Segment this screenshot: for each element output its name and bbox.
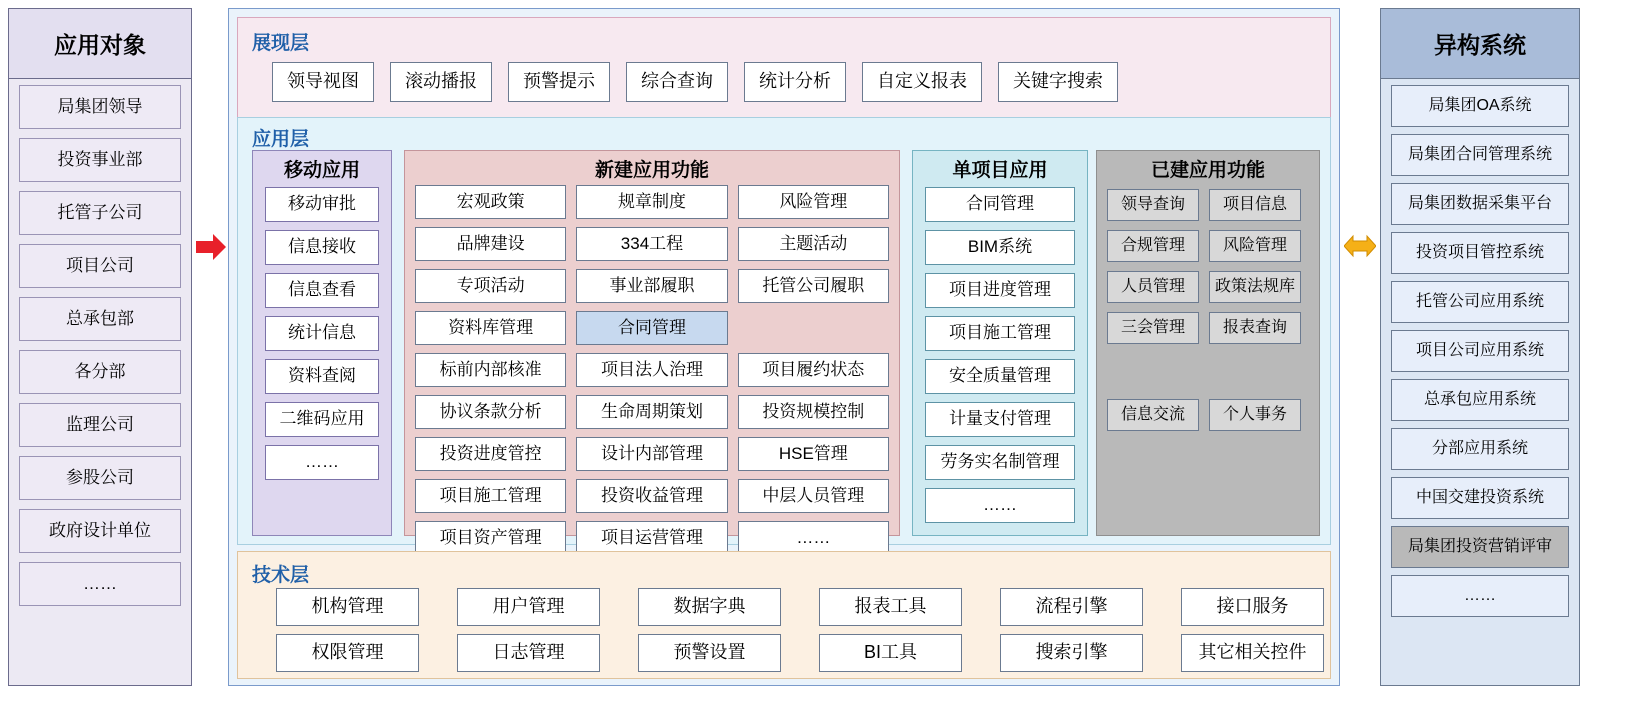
mobile-apps-list (253, 185, 391, 480)
built-functions-row (1107, 271, 1309, 303)
built-function-item[interactable]: 人员管理 (1107, 271, 1199, 303)
application-object-item[interactable]: 托管子公司 (19, 191, 181, 235)
new-functions-row (415, 479, 889, 513)
new-functions-row (415, 521, 889, 555)
new-functions-row (415, 227, 889, 261)
technology-item[interactable]: 数据字典 (638, 588, 781, 626)
new-functions-block (404, 150, 900, 547)
presentation-item[interactable]: 滚动播报 (390, 62, 492, 102)
technology-item[interactable]: BI工具 (819, 634, 962, 672)
application-layer-title: 应用层 (252, 129, 310, 150)
technology-layer (237, 551, 1331, 679)
built-function-item[interactable]: 信息交流 (1107, 399, 1199, 431)
single-project-list (913, 185, 1087, 523)
new-function-item[interactable]: 风险管理 (738, 185, 889, 219)
heterogeneous-system-item[interactable]: 中国交建投资系统 (1391, 477, 1569, 519)
built-function-item[interactable]: 风险管理 (1209, 230, 1301, 262)
technology-item[interactable]: 报表工具 (819, 588, 962, 626)
built-function-item[interactable]: 合规管理 (1107, 230, 1199, 262)
built-functions-row (1107, 399, 1309, 431)
heterogeneous-system-item[interactable]: 局集团OA系统 (1391, 85, 1569, 127)
new-function-item[interactable]: 项目施工管理 (415, 479, 566, 513)
single-project-item[interactable]: …… (925, 488, 1075, 523)
single-project-block (912, 150, 1088, 536)
new-function-item[interactable]: 生命周期策划 (576, 395, 727, 429)
new-functions-row (415, 185, 889, 219)
application-objects-panel (8, 8, 192, 686)
mobile-app-item[interactable]: 信息查看 (265, 273, 379, 308)
technology-item[interactable]: 权限管理 (276, 634, 419, 672)
application-object-item[interactable]: 政府设计单位 (19, 509, 181, 553)
new-functions-grid (405, 185, 899, 555)
new-function-item[interactable]: 专项活动 (415, 269, 566, 303)
technology-row (276, 634, 1324, 672)
application-object-item[interactable]: 总承包部 (19, 297, 181, 341)
application-objects-list (9, 79, 191, 606)
technology-item[interactable]: 流程引擎 (1000, 588, 1143, 626)
new-function-item[interactable]: 标前内部核准 (415, 353, 566, 387)
application-object-item[interactable]: 项目公司 (19, 244, 181, 288)
single-project-item[interactable]: BIM系统 (925, 230, 1075, 265)
new-function-item[interactable]: 项目运营管理 (576, 521, 727, 555)
single-project-item[interactable]: 劳务实名制管理 (925, 445, 1075, 480)
platform-panel (228, 8, 1340, 686)
mobile-apps-block (252, 150, 392, 536)
built-functions-row (1107, 189, 1309, 221)
built-function-item[interactable]: 政策法规库 (1209, 271, 1301, 303)
presentation-item[interactable]: 综合查询 (626, 62, 728, 102)
grid-spacer (738, 311, 889, 345)
heterogeneous-system-item[interactable]: 总承包应用系统 (1391, 379, 1569, 421)
single-project-item[interactable]: 计量支付管理 (925, 402, 1075, 437)
heterogeneous-system-item[interactable]: 投资项目管控系统 (1391, 232, 1569, 274)
new-function-item[interactable]: 事业部履职 (576, 269, 727, 303)
presentation-layer-title: 展现层 (252, 33, 310, 54)
right-arrow-icon (196, 232, 226, 262)
new-functions-row (415, 353, 889, 387)
application-objects-title: 应用对象 (9, 9, 191, 79)
built-function-item[interactable]: 三会管理 (1107, 312, 1199, 344)
application-object-item[interactable]: 局集团领导 (19, 85, 181, 129)
technology-layer-title: 技术层 (252, 565, 310, 586)
heterogeneous-system-item[interactable]: 局集团投资营销评审 (1391, 526, 1569, 568)
built-function-item[interactable]: 报表查询 (1209, 312, 1301, 344)
new-function-item[interactable]: 投资进度管控 (415, 437, 566, 471)
new-function-item[interactable]: 投资收益管理 (576, 479, 727, 513)
single-project-item[interactable]: 合同管理 (925, 187, 1075, 222)
application-object-item[interactable]: …… (19, 562, 181, 606)
mobile-app-item[interactable]: 二维码应用 (265, 402, 379, 437)
single-project-item[interactable]: 项目进度管理 (925, 273, 1075, 308)
new-functions-row (415, 269, 889, 303)
new-function-item[interactable]: 项目履约状态 (738, 353, 889, 387)
technology-item[interactable]: 日志管理 (457, 634, 600, 672)
built-functions-grid (1097, 185, 1319, 431)
new-function-item[interactable]: 中层人员管理 (738, 479, 889, 513)
new-function-item[interactable]: 宏观政策 (415, 185, 566, 219)
built-function-item[interactable]: 个人事务 (1209, 399, 1301, 431)
new-function-item[interactable]: 资料库管理 (415, 311, 566, 345)
presentation-item[interactable]: 预警提示 (508, 62, 610, 102)
new-functions-row (415, 311, 889, 345)
technology-item[interactable]: 用户管理 (457, 588, 600, 626)
single-project-item[interactable]: 项目施工管理 (925, 316, 1075, 351)
built-functions-row (1107, 230, 1309, 262)
new-function-item[interactable]: 项目法人治理 (576, 353, 727, 387)
mobile-app-item[interactable]: 统计信息 (265, 316, 379, 351)
heterogeneous-system-item[interactable]: 分部应用系统 (1391, 428, 1569, 470)
built-functions-block (1096, 150, 1320, 536)
presentation-item[interactable]: 统计分析 (744, 62, 846, 102)
single-project-title: 单项目应用 (952, 159, 1048, 181)
new-function-item[interactable]: 设计内部管理 (576, 437, 727, 471)
heterogeneous-systems-title: 异构系统 (1381, 9, 1579, 79)
double-arrow-icon (1344, 230, 1376, 262)
built-function-item[interactable]: 项目信息 (1209, 189, 1301, 221)
mobile-apps-title: 移动应用 (283, 159, 360, 181)
technology-item[interactable]: 接口服务 (1181, 588, 1324, 626)
heterogeneous-system-item[interactable]: 项目公司应用系统 (1391, 330, 1569, 372)
new-function-item[interactable]: 托管公司履职 (738, 269, 889, 303)
new-functions-title: 新建应用功能 (594, 159, 709, 181)
built-functions-row (1107, 312, 1309, 344)
mobile-app-item[interactable]: …… (265, 445, 379, 480)
technology-item[interactable]: 机构管理 (276, 588, 419, 626)
new-function-item[interactable]: 品牌建设 (415, 227, 566, 261)
new-function-item[interactable]: 规章制度 (576, 185, 727, 219)
presentation-item[interactable]: 领导视图 (272, 62, 374, 102)
built-function-item[interactable]: 领导查询 (1107, 189, 1199, 221)
new-function-item[interactable]: 合同管理 (576, 311, 727, 345)
technology-item[interactable]: 搜索引擎 (1000, 634, 1143, 672)
application-object-item[interactable]: 监理公司 (19, 403, 181, 447)
new-functions-row (415, 395, 889, 429)
technology-item[interactable]: 其它相关控件 (1181, 634, 1324, 672)
technology-row (276, 588, 1324, 626)
new-function-item[interactable]: 项目资产管理 (415, 521, 566, 555)
new-function-item[interactable]: 协议条款分析 (415, 395, 566, 429)
heterogeneous-system-item[interactable]: …… (1391, 575, 1569, 617)
mobile-app-item[interactable]: 信息接收 (265, 230, 379, 265)
application-object-item[interactable]: 各分部 (19, 350, 181, 394)
new-functions-row (415, 437, 889, 471)
single-project-item[interactable]: 安全质量管理 (925, 359, 1075, 394)
presentation-item[interactable]: 自定义报表 (862, 62, 982, 102)
technology-layer-grid (276, 588, 1324, 680)
mobile-app-item[interactable]: 资料查阅 (265, 359, 379, 394)
heterogeneous-system-item[interactable]: 局集团数据采集平台 (1391, 183, 1569, 225)
new-function-item[interactable]: 投资规模控制 (738, 395, 889, 429)
new-function-item[interactable]: …… (738, 521, 889, 555)
application-object-item[interactable]: 参股公司 (19, 456, 181, 500)
heterogeneous-system-item[interactable]: 局集团合同管理系统 (1391, 134, 1569, 176)
heterogeneous-system-item[interactable]: 托管公司应用系统 (1391, 281, 1569, 323)
mobile-app-item[interactable]: 移动审批 (265, 187, 379, 222)
new-function-item[interactable]: 334工程 (576, 227, 727, 261)
presentation-item[interactable]: 关键字搜索 (998, 62, 1118, 102)
new-function-item[interactable]: 主题活动 (738, 227, 889, 261)
presentation-layer (237, 17, 1331, 127)
built-functions-title: 已建应用功能 (1150, 159, 1265, 181)
heterogeneous-systems-list (1381, 79, 1579, 617)
application-layer (237, 117, 1331, 545)
technology-item[interactable]: 预警设置 (638, 634, 781, 672)
new-function-item[interactable]: HSE管理 (738, 437, 889, 471)
presentation-layer-items (272, 62, 1118, 102)
heterogeneous-systems-panel (1380, 8, 1580, 686)
application-object-item[interactable]: 投资事业部 (19, 138, 181, 182)
